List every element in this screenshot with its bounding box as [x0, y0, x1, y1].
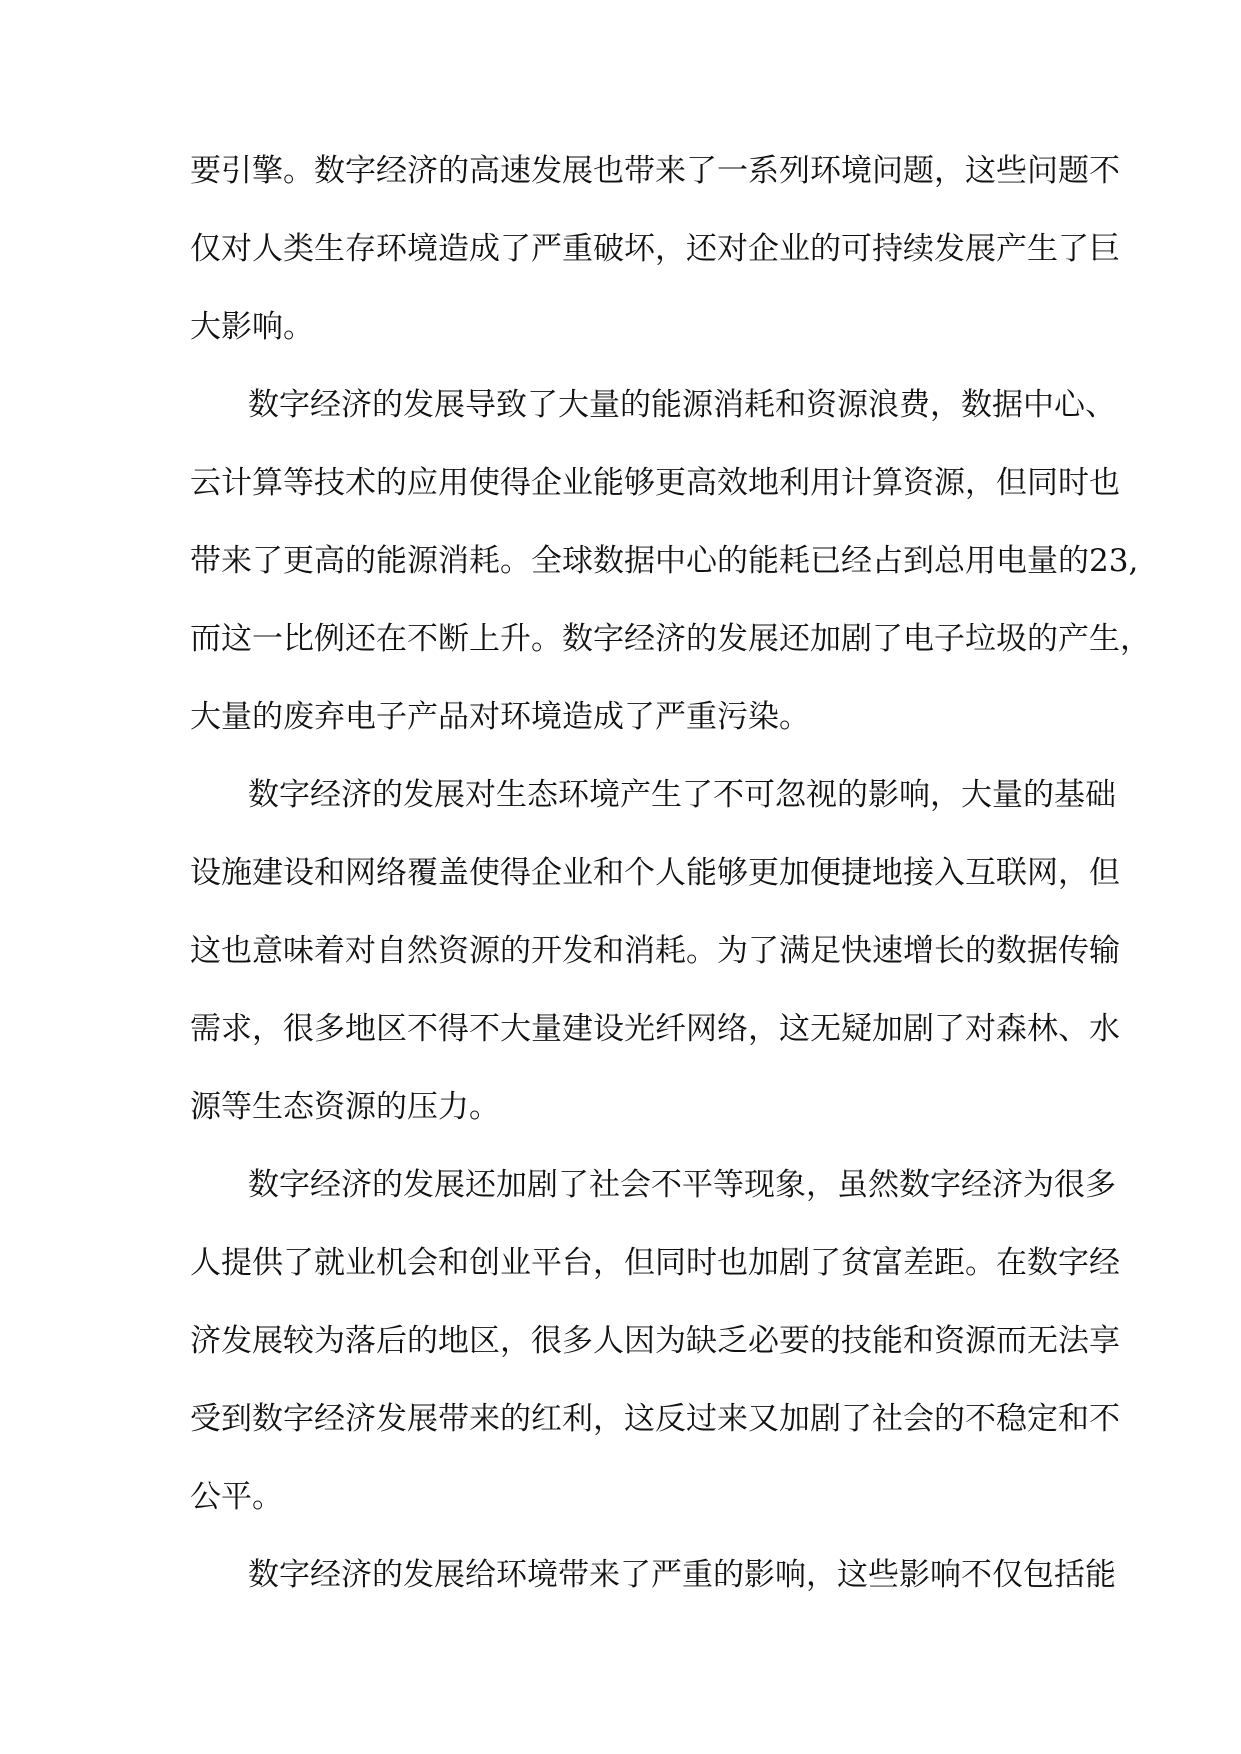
paragraph — [190, 1536, 1116, 1614]
text-line: 而这一比例还在不断上升。数字经济的发展还加剧了电子垃圾的产生， — [190, 621, 1151, 657]
text-line: 济发展较为落后的地区，很多人因为缺乏必要的技能和资源而无法享 — [190, 1323, 1120, 1359]
text-line: 受到数字经济发展带来的红利，这反过来又加剧了社会的不稳定和不 — [190, 1401, 1120, 1437]
text-line: 大影响。 — [190, 309, 314, 345]
text-line: 大量的废弃电子产品对环境造成了严重污染。 — [190, 699, 810, 735]
paragraph — [190, 132, 1120, 366]
paragraph — [190, 756, 1120, 1146]
text-line: 数字经济的发展还加剧了社会不平等现象，虽然数字经济为很多 — [248, 1167, 1116, 1203]
text-line: 数字经济的发展对生态环境产生了不可忽视的影响，大量的基础 — [248, 777, 1116, 813]
text-line: 要引擎。数字经济的高速发展也带来了一系列环境问题，这些问题不 — [190, 153, 1120, 189]
text-line: 云计算等技术的应用使得企业能够更高效地利用计算资源，但同时也 — [190, 465, 1120, 501]
text-line: 数字经济的发展导致了大量的能源消耗和资源浪费，数据中心、 — [248, 387, 1116, 423]
body-text — [190, 132, 1151, 1614]
paragraph — [190, 1146, 1120, 1536]
text-line: 仅对人类生存环境造成了严重破坏，还对企业的可持续发展产生了巨 — [190, 231, 1120, 267]
text-line: 人提供了就业机会和创业平台，但同时也加剧了贫富差距。在数字经 — [190, 1245, 1120, 1281]
text-line: 需求，很多地区不得不大量建设光纤网络，这无疑加剧了对森林、水 — [190, 1011, 1120, 1047]
text-line: 数字经济的发展给环境带来了严重的影响，这些影响不仅包括能 — [248, 1557, 1116, 1593]
text-line: 带来了更高的能源消耗。全球数据中心的能耗已经占到总用电量的23, — [190, 543, 1139, 579]
text-line: 设施建设和网络覆盖使得企业和个人能够更加便捷地接入互联网，但 — [190, 855, 1120, 891]
text-line: 这也意味着对自然资源的开发和消耗。为了满足快速增长的数据传输 — [190, 933, 1120, 969]
text-line: 公平。 — [190, 1479, 283, 1515]
paragraph — [190, 366, 1151, 756]
text-line: 源等生态资源的压力。 — [190, 1089, 500, 1125]
